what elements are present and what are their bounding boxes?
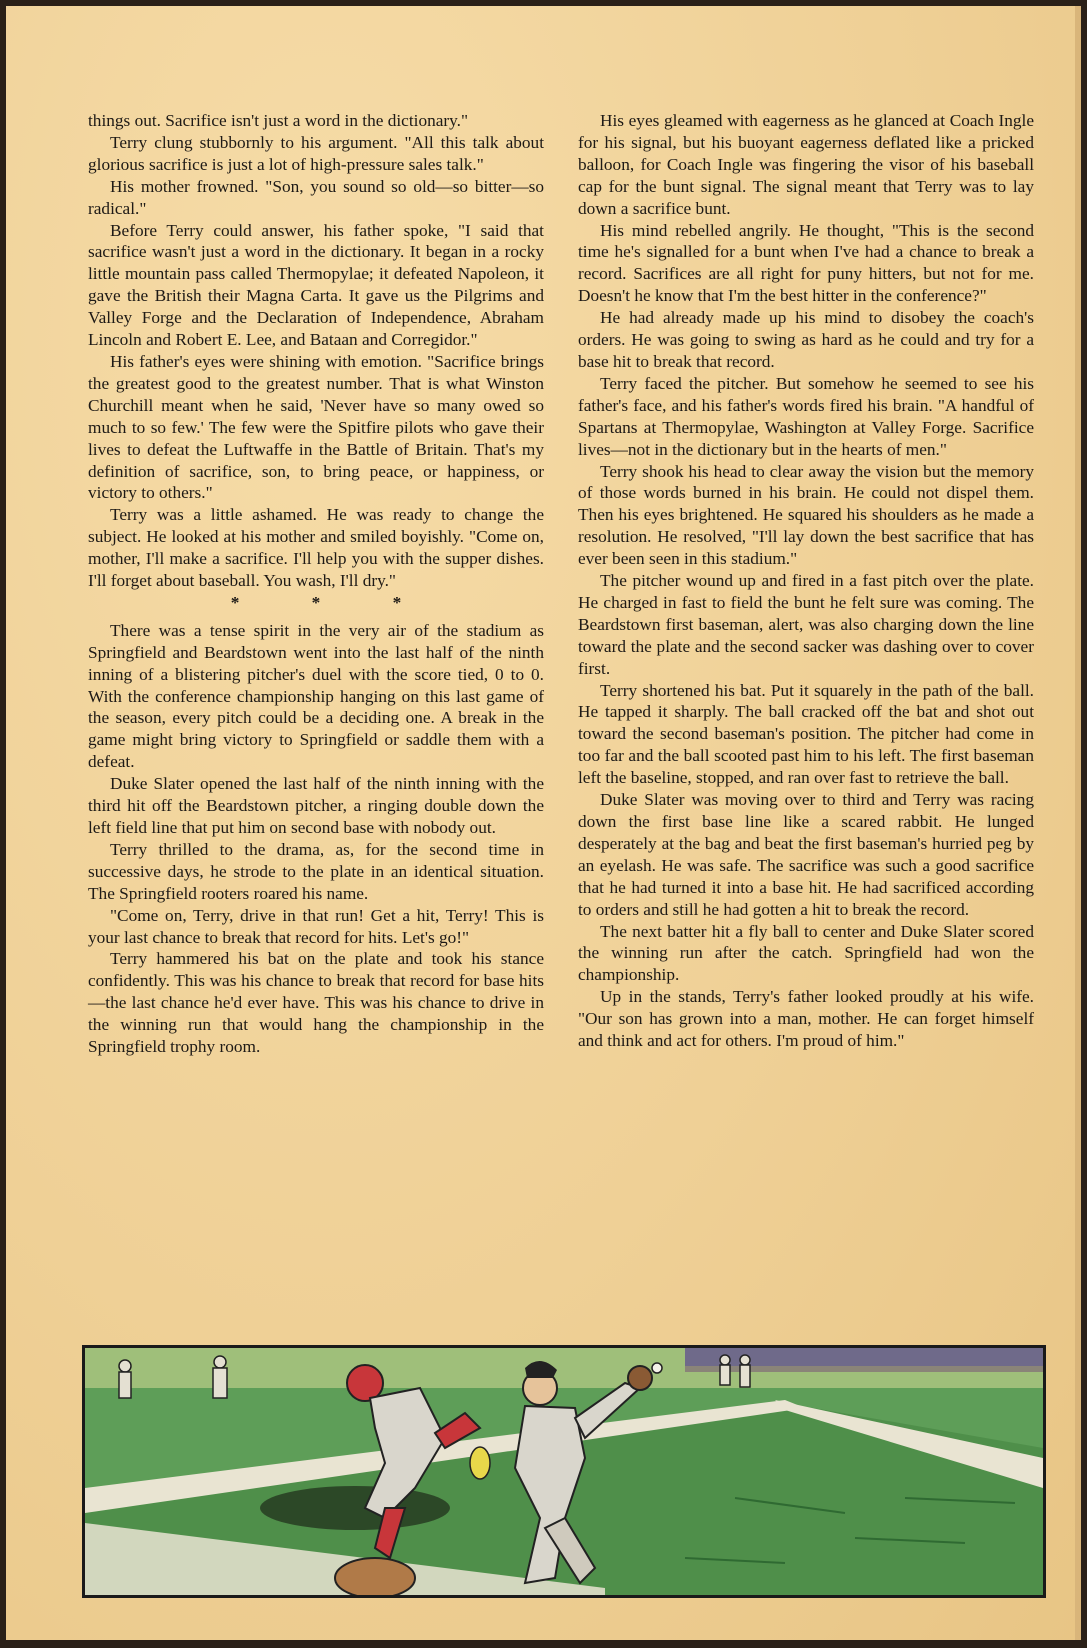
glove — [628, 1366, 652, 1390]
right-text-column — [578, 110, 1034, 1052]
paragraph: Terry shortened his bat. Put it squarely in the path of the ball. He tapped it sharply. The ball cracked off the bat and shot out toward the second baseman's position. The pitcher had come in too far and the ball scooted past him to his left. The first baseman left the baseline, stopped, and ran over fast to retrieve the ball. — [578, 680, 1034, 788]
paragraph: Terry thrilled to the drama, as, for the second time in successive days, he strode to the plate in an identical situation. The Springfield rooters roared his name. — [88, 839, 544, 903]
section-separator: * * * — [230, 592, 436, 612]
paragraph: Duke Slater was moving over to third and Terry was racing down the first base line like a scared rabbit. He lunged desperately at the bag and beat the first baseman's hurried peg by an eyelash. He was safe. The sacrifice was such a good sacrifice that he had turned it into a base hit. He had sacrificed according to orders and still he had gotten a hit to break the record. — [578, 790, 1034, 919]
baseball-illustration-panel — [82, 1345, 1046, 1598]
baseball — [652, 1363, 662, 1373]
paragraph: The next batter hit a fly ball to center and Duke Slater scored the winning run after the catch. Springfield had won the championship. — [578, 921, 1034, 985]
left-text-column — [88, 110, 544, 1058]
paragraph: His eyes gleamed with eagerness as he glanced at Coach Ingle for his signal, but his buoyant eagerness deflated like a pricked balloon, for Coach Ingle was fingering the visor of his baseball cap for the bunt signal. The signal meant that Terry was to lay down a sacrifice bunt. — [578, 111, 1034, 218]
paragraph: Up in the stands, Terry's father looked proudly at his wife. "Our son has grown into a man, mother. He can forget himself and think and act for others. I'm proud of him." — [578, 987, 1034, 1051]
stands-rail — [685, 1366, 1043, 1372]
catcher-mitt — [335, 1558, 415, 1595]
baseball-illustration — [85, 1348, 1043, 1595]
paragraph: He had already made up his mind to disobey the coach's orders. He was going to swing as hard as he could and try for a base hit to break that record. — [578, 308, 1034, 371]
paragraph: His father's eyes were shining with emotion. "Sacrifice brings the greatest good to the greatest number. That is what Winston Churchill meant when he said, 'Never have so many owed so much to so few.' The few were the Spitfire pilots who gave their lives to defeat the Luftwaffe in the Battle of Britain. That's my definition of sacrifice, son, to bring peace, or happiness, or victory to others." — [88, 351, 544, 503]
paragraph: The pitcher wound up and fired in a fast pitch over the plate. He charged in fast to field the bunt he felt sure was coming. The Beardstown first baseman, alert, was also charging down the line toward the plate and the second sacker was dashing over to cover first. — [578, 571, 1034, 678]
paragraph: "Come on, Terry, drive in that run! Get a hit, Terry! This is your last chance to break that record for hits. Let's go!" — [88, 905, 544, 947]
comic-page — [6, 6, 1081, 1640]
paragraph: There was a tense spirit in the very air of the stadium as Springfield and Beardstown went into the last half of the ninth inning of a blistering pitcher's duel with the score tied, 0 to 0. With the conference championship hanging on this last game of the season, every pitch could be a deciding one. A break in the game might bring victory to Springfield or saddle them with a defeat. — [88, 620, 544, 772]
paragraph: Terry faced the pitcher. But somehow he seemed to see his father's face, and his father's words fired his brain. "A handful of Spartans at Thermopylae, Washington at Valley Forge. Sacrifice lives—not in the dictionary but in the hearts of men." — [578, 373, 1034, 459]
paragraph: Before Terry could answer, his father spoke, "I said that sacrifice wasn't just a word in the dictionary. It began in a rocky little mountain pass called Thermopylae; it defeated Napoleon, it gave the British their Magna Carta. It gave us the Pilgrims and Valley Forge and the Declaration of Independence, Abraham Lincoln and Robert E. Lee, and Bataan and Corregidor." — [88, 220, 544, 350]
paragraph: His mind rebelled angrily. He thought, "This is the second time he's signalled for a bunt when I've had a chance to break a record. Sacrifices are all right for puny hitters, but not for me. Doesn't he know that I'm the best hitter in the conference?" — [578, 220, 1034, 306]
paragraph: Terry clung stubbornly to his argument. "All this talk about glorious sacrifice is just a lot of high-pressure sales talk." — [88, 132, 544, 174]
paragraph: Terry shook his head to clear away the vision but the memory of those words burned in his brain. He could not dispel them. Then his eyes brightened. He squared his shoulders as he made a resolution. He resolved, "I'll lay down the best sacrifice that has ever been seen in this stadium." — [578, 461, 1034, 569]
paragraph: Terry was a little ashamed. He was ready to change the subject. He looked at his mother and smiled boyishly. "Come on, mother, I'll make a sacrifice. I'll help you with the supper dishes. I'll forget about baseball. You wash, I'll dry." — [88, 505, 544, 591]
shadow — [260, 1486, 450, 1530]
paragraph: Terry hammered his bat on the plate and took his stance confidently. This was his chance to break that record for base hits—the last chance he'd ever have. This was his chance to drive in the winning run that would hang the championship in the Springfield trophy room. — [88, 949, 544, 1057]
paragraph: His mother frowned. "Son, you sound so old—so bitter—so radical." — [88, 176, 544, 218]
paragraph: Duke Slater opened the last half of the ninth inning with the third hit off the Beardstown pitcher, a ringing double down the left field line that put him on second base with nobody out. — [88, 774, 544, 837]
paragraph: things out. Sacrifice isn't just a word in the dictionary." — [88, 111, 469, 130]
flying-bat — [470, 1447, 490, 1479]
